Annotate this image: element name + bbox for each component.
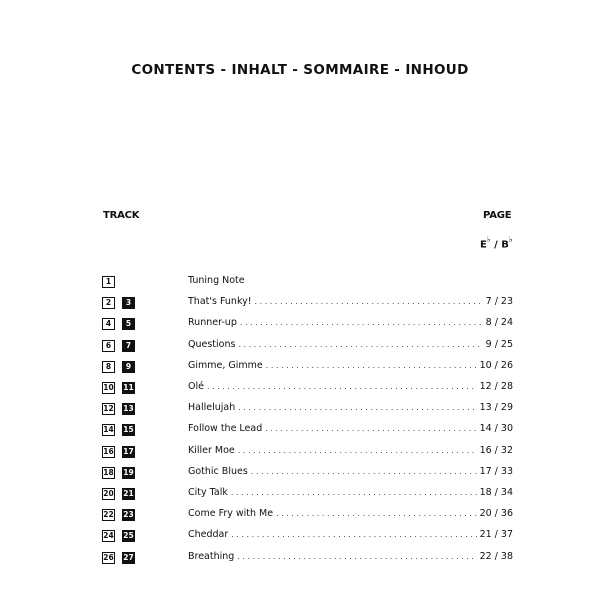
track-number-filled: 7	[122, 340, 135, 352]
edition-eb: E	[480, 239, 487, 251]
dot-leader	[255, 297, 483, 306]
track-number-outline: 10	[103, 383, 114, 392]
toc-entry	[188, 445, 513, 459]
track-number-outline: 12	[103, 404, 114, 413]
toc-entry	[188, 317, 513, 331]
toc-entry	[188, 360, 513, 374]
page-numbers: 20 / 36	[479, 508, 513, 519]
toc-row	[0, 424, 600, 438]
page-title: CONTENTS - INHALT - SOMMAIRE - INHOUD	[131, 62, 469, 78]
track-number-filled: 15	[123, 425, 134, 434]
song-title: Olé	[188, 381, 204, 392]
track-number-outline: 18	[103, 468, 114, 477]
track-number-filled: 23	[123, 510, 134, 519]
dot-leader	[238, 403, 476, 412]
toc-row	[0, 530, 600, 544]
track-number-filled: 9	[122, 361, 135, 373]
toc-row	[0, 488, 600, 502]
page-numbers: 14 / 30	[479, 423, 513, 434]
toc-row	[0, 552, 600, 566]
dot-leader	[231, 530, 476, 539]
track-number-filled: 5	[122, 318, 135, 330]
dot-leader	[238, 340, 482, 349]
flat-sign-eb: ♭	[486, 235, 491, 244]
song-title: Breathing	[188, 551, 235, 562]
toc-entry	[188, 275, 513, 289]
song-title: City Talk	[188, 487, 228, 498]
page-column-header: PAGE	[483, 210, 512, 221]
track-number-filled: 13	[123, 404, 134, 413]
dot-leader	[231, 488, 477, 497]
track-number-outline: 22	[103, 510, 114, 519]
page-numbers: 13 / 29	[479, 402, 513, 413]
toc-row	[0, 297, 600, 311]
toc-row	[0, 446, 600, 460]
track-column-header: TRACK	[103, 210, 140, 221]
dot-leader	[238, 446, 477, 455]
track-number-outline: 20	[103, 489, 114, 498]
track-number-filled: 11	[123, 383, 134, 392]
track-number-filled: 3	[122, 297, 135, 309]
toc-entry	[188, 508, 513, 522]
track-number-outline: 4	[102, 318, 115, 330]
song-title: Tuning Note	[188, 275, 245, 286]
page-numbers: 16 / 32	[479, 445, 513, 456]
toc-row	[0, 361, 600, 375]
track-number-outline: 26	[103, 553, 114, 562]
toc-row	[0, 509, 600, 523]
toc-entry	[188, 423, 513, 437]
flat-sign-bb: ♭	[508, 235, 513, 244]
toc-entry	[188, 487, 513, 501]
toc-entry	[188, 551, 513, 565]
page-numbers: 7 / 23	[485, 296, 513, 307]
page-numbers: 12 / 28	[479, 381, 513, 392]
page-numbers: 21 / 37	[479, 529, 513, 540]
song-title: Killer Moe	[188, 445, 235, 456]
track-number-outline: 6	[102, 340, 115, 352]
track-number-filled: 25	[123, 531, 134, 540]
page-numbers: 9 / 25	[485, 339, 513, 350]
dot-leader	[266, 361, 477, 370]
toc-entry	[188, 296, 513, 310]
track-number-filled: 17	[123, 447, 134, 456]
track-number-outline: 16	[103, 447, 114, 456]
song-title: Hallelujah	[188, 402, 236, 413]
song-title: That's Funky!	[188, 296, 252, 307]
page-numbers: 22 / 38	[479, 551, 513, 562]
toc-entry	[188, 402, 513, 416]
song-title: Gothic Blues	[188, 466, 248, 477]
song-title: Come Fry with Me	[188, 508, 274, 519]
track-number-filled: 19	[123, 468, 134, 477]
edition-slash: /	[490, 239, 502, 251]
page-numbers: 18 / 34	[479, 487, 513, 498]
dot-leader	[251, 467, 477, 476]
track-number-outline: 24	[103, 531, 114, 540]
dot-leader	[207, 382, 477, 391]
toc-entry	[188, 339, 513, 353]
edition-header	[480, 236, 513, 250]
song-title: Follow the Lead	[188, 423, 263, 434]
page-numbers: 10 / 26	[479, 360, 513, 371]
dot-leader	[265, 424, 476, 433]
dot-leader	[276, 509, 476, 518]
page-numbers: 8 / 24	[485, 317, 513, 328]
toc-row	[0, 403, 600, 417]
toc-entry	[188, 381, 513, 395]
edition-bb: B	[501, 239, 509, 251]
dot-leader	[240, 318, 483, 327]
toc-row	[0, 467, 600, 481]
track-number-outline: 14	[103, 425, 114, 434]
track-number-outline: 1	[102, 276, 115, 288]
page-numbers: 17 / 33	[479, 466, 513, 477]
toc-row	[0, 276, 600, 290]
song-title: Questions	[188, 339, 236, 350]
toc-row	[0, 382, 600, 396]
track-number-outline: 8	[102, 361, 115, 373]
song-title: Runner-up	[188, 317, 237, 328]
track-number-filled: 27	[123, 553, 134, 562]
toc-row	[0, 318, 600, 332]
track-number-outline: 2	[102, 297, 115, 309]
song-title: Gimme, Gimme	[188, 360, 263, 371]
song-title: Cheddar	[188, 529, 229, 540]
dot-leader	[237, 552, 476, 561]
toc-row	[0, 340, 600, 354]
toc-entry	[188, 466, 513, 480]
toc-entry	[188, 529, 513, 543]
track-number-filled: 21	[123, 489, 134, 498]
